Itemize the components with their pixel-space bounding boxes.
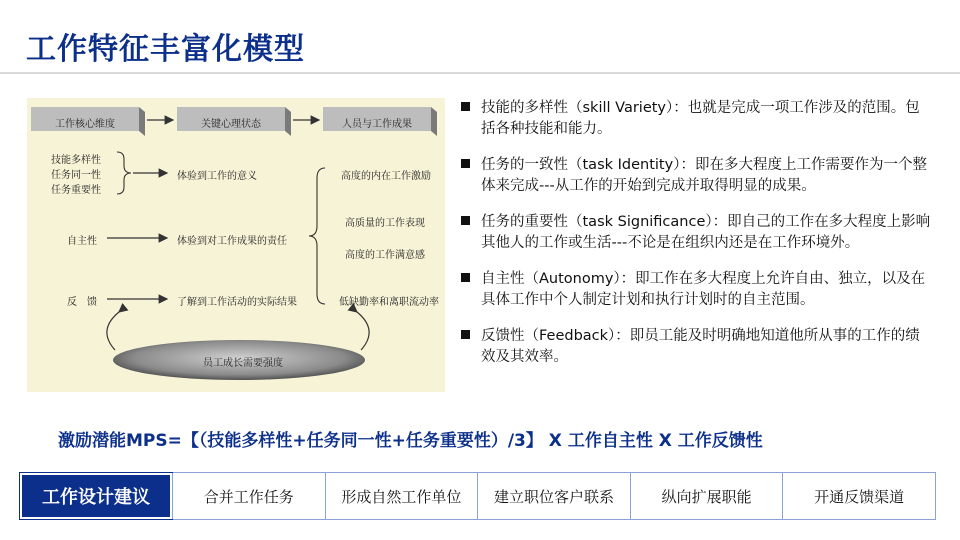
job-characteristics-diagram [27, 98, 445, 392]
suggestions-header: 工作设计建议 [20, 473, 172, 519]
definition-list [461, 98, 931, 383]
suggestion-natural-work-units: 形成自然工作单位 [325, 473, 478, 519]
feedback-arc-right [357, 312, 369, 350]
bullet-text: 反馈性（Feedback）：即员工能及时明确地知道他所从事的工作的绩效及其效率。 [481, 328, 920, 365]
bullet-autonomy [461, 269, 931, 311]
suggestion-combine-tasks: 合并工作任务 [172, 473, 325, 519]
mps-formula: 激励潜能MPS=【（技能多样性+任务同一性+任务重要性）/3】 X 工作自主性 X 工作反馈性 [58, 431, 763, 451]
square-bullet-icon [461, 159, 470, 168]
bullet-skill-variety [461, 98, 931, 140]
slide-title: 工作特征丰富化模型 [26, 32, 305, 67]
bullet-text: 技能的多样性（skill Variety）：也就是完成一项工作涉及的范围。包括各种技能和能力。 [481, 100, 920, 137]
outcome-motivation: 高度的内在工作激励 [341, 171, 431, 182]
bullet-task-significance [461, 212, 931, 254]
state-meaningfulness: 体验到工作的意义 [177, 171, 257, 182]
bullet-feedback [461, 326, 931, 368]
square-bullet-icon [461, 273, 470, 282]
title-divider [0, 72, 960, 74]
outcome-brace [309, 168, 325, 304]
dimension-skill-variety: 技能多样性 [51, 155, 101, 166]
suggestion-feedback-channels: 开通反馈渠道 [782, 473, 935, 519]
dimension-brace [117, 152, 131, 194]
feedback-arc-left [107, 312, 119, 350]
state-responsibility: 体验到对工作成果的责任 [177, 236, 287, 247]
suggestion-vertical-loading: 纵向扩展职能 [630, 473, 783, 519]
square-bullet-icon [461, 330, 470, 339]
bullet-task-identity [461, 155, 931, 197]
dimension-task-identity: 任务同一性 [51, 170, 101, 181]
bullet-text: 任务的一致性（task Identity）：即在多大程度上工作需要作为一个整体来完成---从工作的开始到完成并取得明显的成果。 [481, 157, 927, 194]
dimension-feedback: 反 馈 [67, 297, 97, 308]
dimension-task-significance: 任务重要性 [51, 185, 101, 196]
dimension-autonomy: 自主性 [67, 236, 97, 247]
header-label-outcomes: 人员与工作成果 [342, 119, 412, 130]
outcome-absenteeism: 低缺勤率和离职流动率 [339, 297, 439, 308]
square-bullet-icon [461, 102, 470, 111]
header-label-core-dimensions: 工作核心维度 [55, 119, 115, 130]
outcome-performance: 高质量的工作表现 [345, 218, 425, 229]
square-bullet-icon [461, 216, 470, 225]
base-label: 员工成长需要强度 [203, 358, 283, 369]
bullet-text: 自主性（Autonomy）：即工作在多大程度上允许自由、独立，以及在具体工作中个人制定计划和执行计划时的自主范围。 [481, 271, 926, 308]
suggestion-client-relationships: 建立职位客户联系 [477, 473, 630, 519]
design-suggestions-table [19, 472, 936, 520]
outcome-satisfaction: 高度的工作满意感 [345, 250, 425, 261]
state-knowledge-of-results: 了解到工作活动的实际结果 [177, 297, 297, 308]
bullet-text: 任务的重要性（task Significance）：即自己的工作在多大程度上影响其他人的工作或生活---不论是在组织内还是在工作环境外。 [481, 214, 931, 251]
header-label-psych-states: 关键心理状态 [201, 119, 261, 130]
